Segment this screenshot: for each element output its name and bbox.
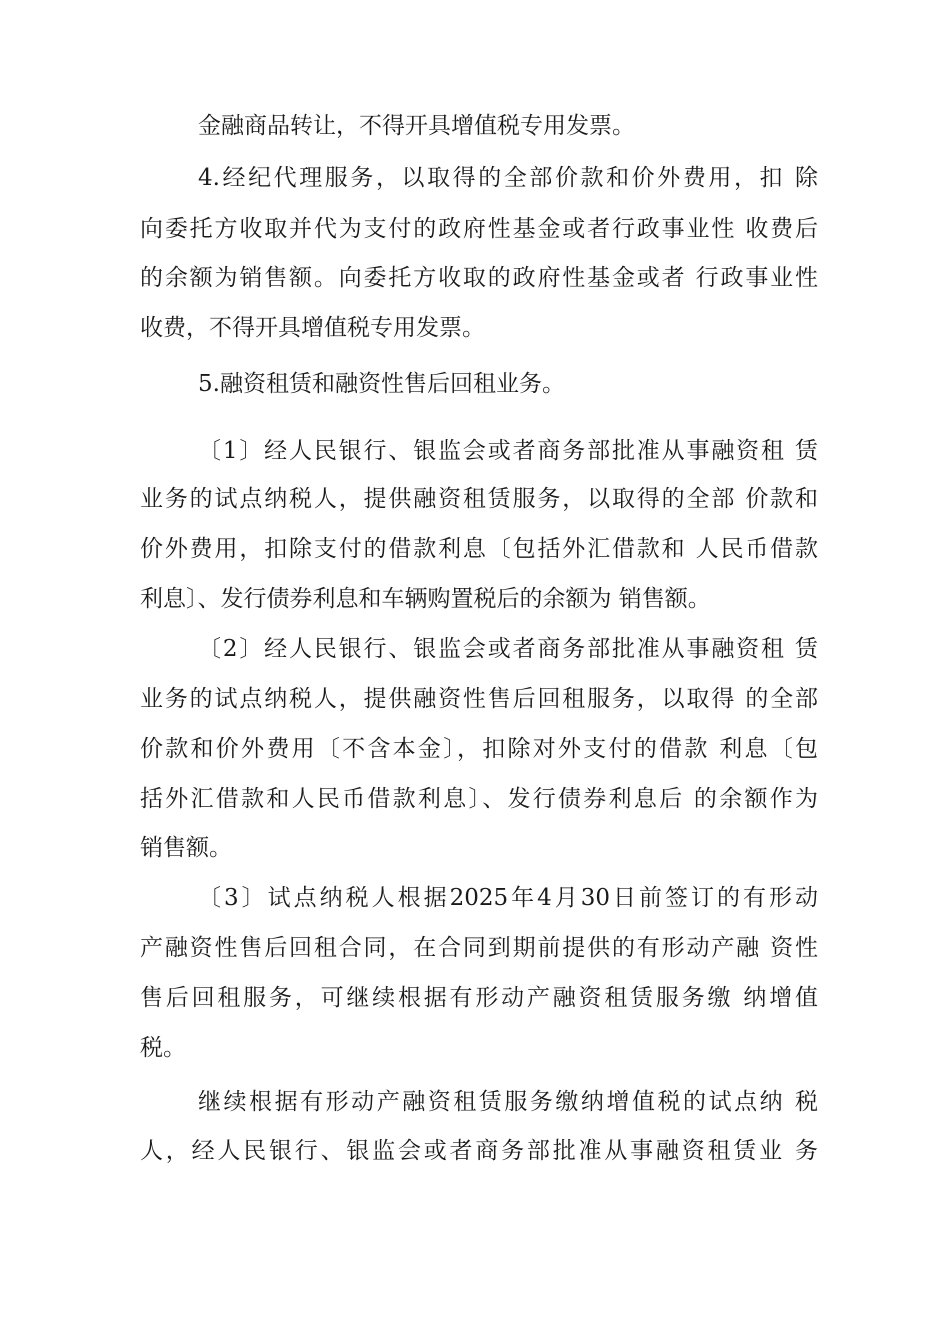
paragraph-line: 售后回租服务，可继续根据有形动产融资租赁服务缴 纳增值 [140, 985, 818, 1011]
paragraph-line: 4.经纪代理服务，以取得的全部价款和价外费用，扣 除 [198, 165, 818, 191]
paragraph-line: 人，经人民银行、银监会或者商务部批准从事融资租赁业 务 [140, 1138, 818, 1164]
paragraph-line: 业务的试点纳税人，提供融资性售后回租服务，以取得 的全部 [140, 686, 818, 712]
paragraph-line: 括外汇借款和人民币借款利息〕、发行债券利息后 的余额作为 [140, 786, 818, 812]
paragraph-line: 产融资性售后回租合同，在合同到期前提供的有形动产融 资性 [140, 935, 818, 961]
paragraph-line: 向委托方收取并代为支付的政府性基金或者行政事业性 收费后 [140, 216, 818, 242]
paragraph-line: 〔3〕试点纳税人根据2025年4月30日前签订的有形动 [198, 885, 818, 911]
paragraph-line: 〔1〕经人民银行、银监会或者商务部批准从事融资租 赁 [198, 438, 818, 464]
document-page [140, 0, 818, 1344]
paragraph-line: 继续根据有形动产融资租赁服务缴纳增值税的试点纳 税 [198, 1089, 818, 1115]
paragraph-line: 价款和价外费用〔不含本金〕，扣除对外支付的借款 利息〔包 [140, 736, 818, 762]
paragraph-line: 收费，不得开具增值税专用发票。 [140, 315, 485, 341]
paragraph-line: 金融商品转让，不得开具增值税专用发票。 [198, 113, 635, 139]
paragraph-line: 利息〕、发行债券利息和车辆购置税后的余额为 销售额。 [140, 586, 711, 612]
paragraph-line: 业务的试点纳税人，提供融资租赁服务，以取得的全部 价款和 [140, 486, 818, 512]
paragraph-line: 价外费用，扣除支付的借款利息〔包括外汇借款和 人民币借款 [140, 536, 818, 562]
paragraph-line: 5.融资租赁和融资性售后回租业务。 [198, 371, 565, 397]
paragraph-line: 〔2〕经人民银行、银监会或者商务部批准从事融资租 赁 [198, 636, 818, 662]
paragraph-line: 税。 [140, 1035, 186, 1061]
paragraph-line: 销售额。 [140, 835, 232, 861]
paragraph-line: 的余额为销售额。向委托方收取的政府性基金或者 行政事业性 [140, 265, 818, 291]
